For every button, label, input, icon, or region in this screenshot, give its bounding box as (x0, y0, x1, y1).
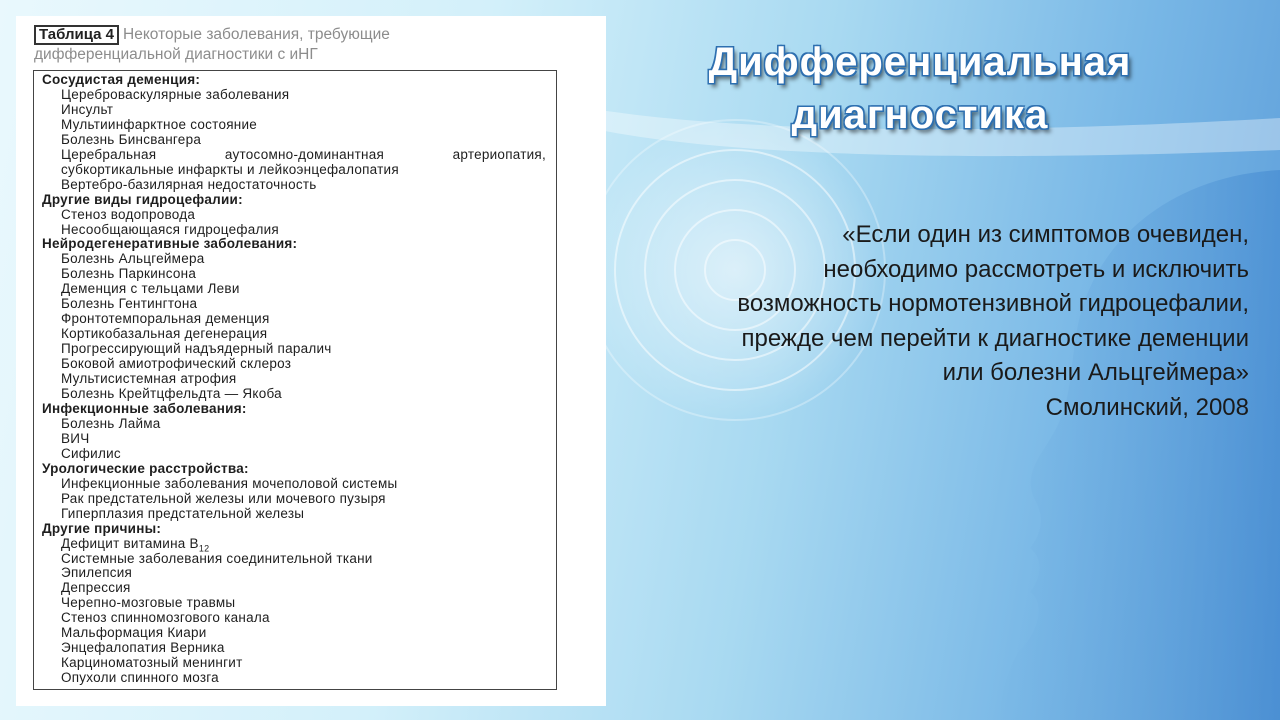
table-item: Сифилис (61, 445, 121, 461)
table-item: Стеноз спинномозгового канала (61, 610, 270, 626)
table-item: Мальформация Киари (61, 625, 207, 641)
quote-line: необходимо рассмотреть и исключить (823, 255, 1249, 283)
table-item-vitamin (42, 537, 556, 552)
table-item: Вертебро-базилярная недостаточность (61, 176, 317, 192)
quote-block (589, 218, 1249, 425)
table-item: Гиперплазия предстательной железы (61, 505, 305, 521)
table-number: Таблица 4 (34, 25, 119, 45)
quote-author: Смолинский, 2008 (1045, 393, 1249, 421)
table-caption-line2: дифференциальной диагностики с иНГ (34, 46, 318, 63)
slide-title-line1: Дифференциальная (708, 40, 1132, 84)
table-item: ВИЧ (61, 430, 90, 446)
slide-title-line2: диагностика (791, 93, 1049, 137)
table-item: Прогрессирующий надъядерный паралич (61, 341, 332, 357)
table-item: Болезнь Паркинсона (61, 266, 197, 282)
table-item: Цереброваскулярные заболевания (61, 86, 290, 102)
quote-line: возможность нормотензивной гидроцефалии, (737, 290, 1249, 317)
table-item: Стеноз водопровода (61, 206, 196, 222)
table-item: Черепно-мозговые травмы (61, 595, 236, 611)
category-urological: Урологические расстройства: (42, 460, 249, 476)
table-item: Системные заболевания соединительной ткани (61, 550, 373, 566)
justified-word: артериопатия, (452, 146, 546, 162)
justified-line (61, 148, 556, 163)
table-item: Депрессия (61, 580, 131, 596)
table-item: Фронтотемпоральная деменция (61, 311, 270, 327)
table-item: Инфекционные заболевания мочеполовой системы (61, 475, 398, 491)
table-item: Болезнь Бинсвангера (61, 131, 202, 147)
slide-title (620, 36, 1220, 142)
category-neurodegenerative: Нейродегенеративные заболевания: (42, 236, 298, 252)
table-caption-line1: Некоторые заболевания, требующие (123, 26, 390, 43)
justified-word: Церебральная (61, 146, 157, 162)
table-item: Энцефалопатия Верника (61, 640, 225, 656)
table-item: субкортикальные инфаркты и лейкоэнцефалопатия (61, 161, 399, 177)
table-item: Рак предстательной железы или мочевого пузыря (61, 490, 386, 506)
table-item: Болезнь Альцгеймера (61, 251, 205, 267)
table-item: Болезнь Гентингтона (61, 296, 198, 312)
category-other-causes: Другие причины: (42, 520, 162, 536)
table-item: Болезнь Крейтцфельдта — Якоба (61, 386, 282, 402)
quote-line: или болезни Альцгеймера» (942, 359, 1249, 386)
category-vascular-dementia: Сосудистая деменция: (42, 72, 201, 87)
table-item: Несообщающаяся гидроцефалия (61, 221, 279, 237)
category-other-hydrocephalus: Другие виды гидроцефалии: (42, 191, 243, 207)
category-infectious: Инфекционные заболевания: (42, 400, 247, 416)
table-item: Болезнь Лайма (61, 415, 161, 431)
table-item: Кортикобазальная дегенерация (61, 326, 268, 342)
table-item-justified (42, 148, 556, 163)
quote-line: «Если один из симптомов очевиден, (842, 221, 1249, 248)
table-item: Деменция с тельцами Леви (61, 281, 240, 297)
vitamin-subscript: 12 (198, 543, 210, 554)
justified-word: аутосомно-доминантная (224, 146, 385, 162)
table-item: Инсульт (61, 101, 114, 117)
table-item: Боковой амиотрофический склероз (61, 356, 292, 372)
table-item: Мультисистемная атрофия (61, 371, 237, 387)
quote-line: прежде чем перейти к диагностике деменции (741, 324, 1249, 352)
diseases-table (33, 70, 557, 690)
vitamin-label: Дефицит витамина B (61, 535, 199, 551)
differential-table-panel (16, 16, 606, 706)
table-item: Мультиинфарктное состояние (61, 116, 258, 132)
table-caption (34, 25, 554, 64)
table-item: Эпилепсия (61, 565, 133, 581)
table-item: Карциноматозный менингит (61, 655, 243, 671)
table-item: Опухоли спинного мозга (61, 670, 219, 686)
